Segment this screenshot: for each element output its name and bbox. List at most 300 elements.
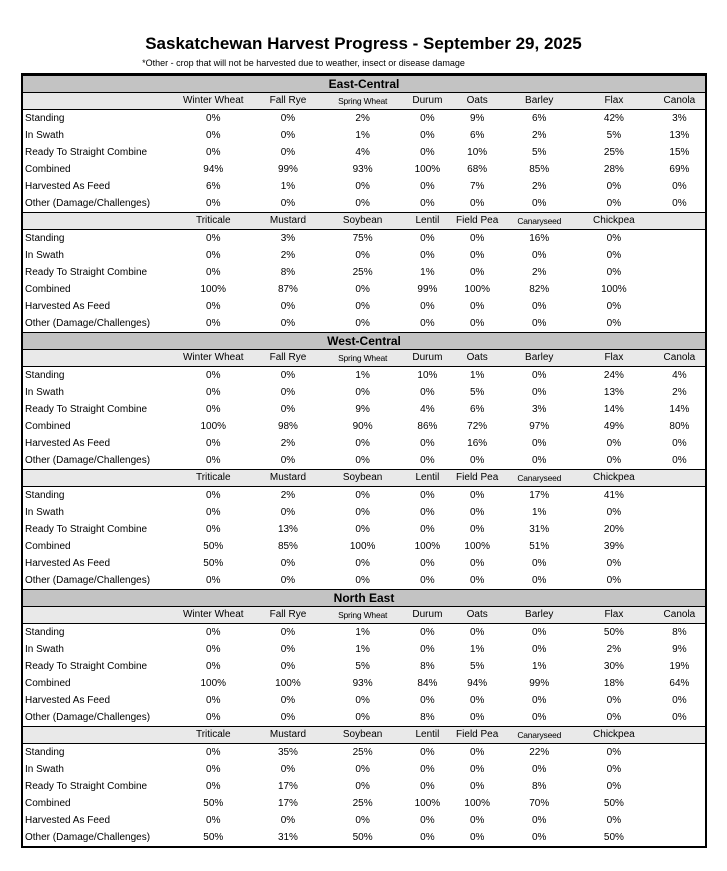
value-cell: 0% (355, 490, 370, 501)
value-cell: 6% (532, 113, 547, 124)
value-cell: 0% (469, 318, 485, 329)
value-cell: 0% (280, 575, 296, 586)
value-cell: 87% (277, 284, 298, 295)
crop-table-b-west-central (23, 469, 705, 589)
col-header-barley: Barley (504, 350, 574, 367)
table-row-standing (23, 110, 705, 128)
value-cell: 0% (355, 250, 370, 261)
value-cell: 0% (420, 575, 435, 586)
value-cell (654, 298, 705, 315)
value-cell: 0% (420, 558, 435, 569)
table-row-ready-to-straight-combine (23, 778, 705, 795)
crop-table-a-north-east (23, 607, 705, 726)
value-cell: 0% (469, 267, 485, 278)
table-row-combined (23, 538, 705, 555)
col-header-field-pea: Field Pea (450, 470, 505, 487)
value-cell: 0% (606, 181, 622, 192)
value-cell: 0% (420, 781, 435, 792)
value-cell: 0% (206, 250, 221, 261)
value-cell: 0% (355, 455, 370, 466)
value-cell: 0% (206, 781, 221, 792)
value-cell (654, 264, 705, 281)
value-cell: 100% (200, 284, 227, 295)
col-header-mustard: Mustard (256, 470, 321, 487)
value-cell: 0% (420, 455, 435, 466)
row-label: Ready To Straight Combine (25, 404, 148, 415)
value-cell (654, 315, 705, 332)
value-cell: 100% (349, 541, 376, 552)
value-cell: 2% (355, 113, 370, 124)
crop-table-b-east-central (23, 212, 705, 332)
value-cell: 0% (206, 575, 221, 586)
value-cell: 31% (277, 832, 298, 843)
value-cell: 100% (414, 798, 441, 809)
value-cell: 8% (672, 627, 687, 638)
row-label: Harvested As Feed (25, 301, 111, 312)
value-cell: 0% (206, 233, 221, 244)
value-cell: 100% (464, 541, 490, 552)
value-cell: 0% (606, 455, 622, 466)
col-header-mustard: Mustard (256, 213, 321, 230)
row-label: Standing (25, 370, 65, 381)
col-header-durum: Durum (405, 93, 450, 110)
corner-cell (23, 93, 171, 110)
value-cell: 0% (420, 524, 435, 535)
value-cell: 13% (277, 524, 298, 535)
value-cell: 0% (206, 524, 221, 535)
value-cell: 3% (280, 233, 296, 244)
col-header-durum: Durum (405, 607, 450, 624)
col-header-barley: Barley (504, 607, 574, 624)
value-cell: 0% (532, 832, 547, 843)
row-label: Other (Damage/Challenges) (25, 832, 151, 843)
value-cell: 5% (355, 661, 370, 672)
col-header-oats: Oats (450, 93, 505, 110)
value-cell: 0% (280, 130, 296, 141)
col-header-lentil: Lentil (405, 213, 450, 230)
page-title: Saskatchewan Harvest Progress - September 29, 2025 (145, 34, 582, 53)
column-header-row (23, 93, 705, 110)
value-cell: 0% (606, 318, 622, 329)
value-cell: 1% (280, 181, 296, 192)
value-cell: 0% (206, 438, 221, 449)
table-row-other-damage-challenges (23, 195, 705, 212)
value-cell: 0% (420, 113, 435, 124)
value-cell: 8% (420, 712, 435, 723)
col-header-oats: Oats (450, 350, 505, 367)
value-cell: 50% (203, 832, 224, 843)
value-cell: 16% (467, 438, 488, 449)
row-label: Combined (25, 798, 71, 809)
value-cell: 51% (529, 541, 550, 552)
row-label: In Swath (25, 250, 64, 261)
value-cell: 0% (606, 815, 622, 826)
col-header-spring-wheat: Spring Wheat (320, 607, 405, 624)
crop-table-b-north-east (23, 726, 705, 846)
value-cell (654, 555, 705, 572)
value-cell: 0% (532, 764, 547, 775)
value-cell: 28% (603, 164, 624, 175)
row-label: Ready To Straight Combine (25, 781, 148, 792)
value-cell: 0% (355, 181, 370, 192)
table-row-other-damage-challenges (23, 315, 705, 332)
row-label: In Swath (25, 387, 64, 398)
value-cell: 0% (606, 712, 622, 723)
value-cell: 42% (603, 113, 624, 124)
value-cell: 0% (469, 558, 485, 569)
value-cell: 17% (529, 490, 550, 501)
value-cell: 0% (206, 490, 221, 501)
table-row-other-damage-challenges (23, 572, 705, 589)
value-cell: 0% (355, 198, 370, 209)
value-cell: 0% (672, 695, 687, 706)
col-header-chickpea: Chickpea (574, 727, 654, 744)
value-cell: 2% (532, 130, 547, 141)
value-cell: 0% (469, 233, 485, 244)
value-cell: 20% (603, 524, 624, 535)
col-header-triticale: Triticale (171, 213, 256, 230)
value-cell: 0% (420, 438, 435, 449)
value-cell: 0% (355, 712, 370, 723)
value-cell: 0% (469, 747, 485, 758)
value-cell: 0% (469, 712, 485, 723)
value-cell: 98% (277, 421, 298, 432)
value-cell: 50% (603, 627, 624, 638)
value-cell: 9% (355, 404, 370, 415)
value-cell: 68% (467, 164, 488, 175)
table-row-in-swath (23, 127, 705, 144)
col-header-spring-wheat: Spring Wheat (320, 93, 405, 110)
value-cell: 0% (606, 575, 622, 586)
column-header-row (23, 727, 705, 744)
column-header-row (23, 470, 705, 487)
col-header-spring-wheat: Spring Wheat (320, 350, 405, 367)
value-cell: 0% (280, 301, 296, 312)
value-cell (654, 521, 705, 538)
col-header-fall-rye: Fall Rye (256, 350, 321, 367)
col-header-lentil: Lentil (405, 470, 450, 487)
value-cell: 0% (469, 198, 485, 209)
value-cell: 97% (529, 421, 550, 432)
value-cell: 0% (469, 575, 485, 586)
value-cell: 72% (467, 421, 488, 432)
value-cell (654, 247, 705, 264)
row-label: Harvested As Feed (25, 695, 111, 706)
col-header-barley: Barley (504, 93, 574, 110)
value-cell: 4% (355, 147, 370, 158)
value-cell: 0% (532, 318, 547, 329)
row-label: In Swath (25, 764, 64, 775)
section-header-east-central: East-Central (23, 75, 705, 93)
col-header-empty (654, 727, 705, 744)
value-cell: 1% (355, 644, 370, 655)
value-cell: 0% (606, 233, 622, 244)
row-label: Ready To Straight Combine (25, 147, 148, 158)
value-cell: 99% (277, 164, 298, 175)
value-cell (654, 761, 705, 778)
row-label: Harvested As Feed (25, 815, 111, 826)
value-cell: 0% (420, 301, 435, 312)
value-cell: 17% (277, 798, 298, 809)
table-row-in-swath (23, 504, 705, 521)
value-cell: 1% (532, 507, 547, 518)
row-label: Harvested As Feed (25, 181, 111, 192)
value-cell: 0% (420, 747, 435, 758)
table-row-ready-to-straight-combine (23, 144, 705, 161)
value-cell: 0% (672, 181, 687, 192)
value-cell: 3% (672, 113, 687, 124)
corner-cell (23, 470, 171, 487)
value-cell: 0% (280, 198, 296, 209)
row-label: Combined (25, 164, 71, 175)
value-cell: 0% (280, 507, 296, 518)
value-cell: 0% (532, 301, 547, 312)
value-cell: 24% (603, 370, 624, 381)
value-cell: 6% (206, 181, 221, 192)
value-cell: 0% (355, 507, 370, 518)
value-cell: 100% (601, 284, 627, 295)
value-cell: 25% (603, 147, 624, 158)
col-header-canola: Canola (654, 350, 705, 367)
value-cell: 0% (532, 644, 547, 655)
col-header-canaryseed: Canaryseed (504, 470, 574, 487)
value-cell: 0% (206, 747, 221, 758)
value-cell: 93% (352, 164, 373, 175)
table-row-combined (23, 161, 705, 178)
table-row-ready-to-straight-combine (23, 401, 705, 418)
value-cell: 0% (355, 438, 370, 449)
table-row-ready-to-straight-combine (23, 521, 705, 538)
value-cell: 5% (532, 147, 547, 158)
value-cell: 0% (206, 507, 221, 518)
value-cell: 0% (206, 815, 221, 826)
row-label: Standing (25, 490, 65, 501)
value-cell (654, 504, 705, 521)
value-cell: 0% (355, 764, 370, 775)
value-cell: 0% (469, 695, 485, 706)
value-cell: 0% (420, 695, 435, 706)
value-cell: 25% (352, 798, 373, 809)
footnote: *Other - crop that will not be harvested due to weather, insect or disease damage (142, 58, 465, 68)
table-row-in-swath (23, 247, 705, 264)
col-header-flax: Flax (574, 93, 654, 110)
value-cell: 0% (206, 370, 221, 381)
value-cell: 0% (280, 455, 296, 466)
value-cell: 0% (206, 644, 221, 655)
table-row-combined (23, 675, 705, 692)
value-cell: 100% (200, 421, 227, 432)
value-cell: 69% (669, 164, 690, 175)
value-cell: 14% (669, 404, 690, 415)
col-header-chickpea: Chickpea (574, 470, 654, 487)
table-row-other-damage-challenges (23, 452, 705, 469)
col-header-field-pea: Field Pea (450, 213, 505, 230)
value-cell: 2% (532, 267, 547, 278)
value-cell: 0% (280, 113, 296, 124)
table-row-harvested-as-feed (23, 298, 705, 315)
value-cell: 0% (532, 370, 547, 381)
value-cell: 2% (532, 181, 547, 192)
col-header-chickpea: Chickpea (574, 213, 654, 230)
col-header-durum: Durum (405, 350, 450, 367)
value-cell: 0% (606, 438, 622, 449)
value-cell: 0% (672, 455, 687, 466)
row-label: Combined (25, 678, 71, 689)
value-cell: 0% (280, 661, 296, 672)
value-cell: 6% (469, 130, 485, 141)
value-cell: 0% (420, 490, 435, 501)
value-cell: 22% (529, 747, 550, 758)
value-cell: 8% (280, 267, 296, 278)
value-cell: 0% (420, 130, 435, 141)
value-cell (654, 538, 705, 555)
value-cell: 0% (532, 455, 547, 466)
row-label: Harvested As Feed (25, 558, 111, 569)
row-label: Other (Damage/Challenges) (25, 712, 151, 723)
value-cell: 0% (355, 524, 370, 535)
column-header-row (23, 607, 705, 624)
value-cell: 0% (280, 147, 296, 158)
col-header-winter-wheat: Winter Wheat (171, 93, 256, 110)
table-row-harvested-as-feed (23, 812, 705, 829)
value-cell: 4% (672, 370, 687, 381)
value-cell: 50% (203, 558, 224, 569)
col-header-flax: Flax (574, 607, 654, 624)
value-cell: 3% (532, 404, 547, 415)
value-cell: 0% (532, 695, 547, 706)
value-cell: 0% (469, 764, 485, 775)
value-cell: 5% (606, 130, 622, 141)
value-cell: 80% (669, 421, 690, 432)
value-cell: 41% (603, 490, 624, 501)
column-header-row (23, 213, 705, 230)
value-cell: 0% (606, 695, 622, 706)
value-cell: 17% (277, 781, 298, 792)
value-cell: 0% (206, 387, 221, 398)
value-cell: 0% (420, 507, 435, 518)
table-row-in-swath (23, 641, 705, 658)
value-cell (654, 487, 705, 505)
table-row-combined (23, 418, 705, 435)
row-label: In Swath (25, 507, 64, 518)
value-cell: 0% (606, 198, 622, 209)
value-cell: 2% (606, 644, 622, 655)
value-cell: 0% (672, 712, 687, 723)
value-cell: 2% (280, 490, 296, 501)
value-cell: 0% (420, 233, 435, 244)
row-label: Other (Damage/Challenges) (25, 455, 151, 466)
row-label: Other (Damage/Challenges) (25, 198, 151, 209)
value-cell: 0% (532, 627, 547, 638)
harvest-table (21, 73, 707, 848)
value-cell: 0% (420, 644, 435, 655)
col-header-soybean: Soybean (320, 727, 405, 744)
table-row-standing (23, 487, 705, 505)
value-cell: 1% (532, 661, 547, 672)
value-cell: 31% (529, 524, 550, 535)
row-label: Ready To Straight Combine (25, 267, 148, 278)
value-cell: 86% (417, 421, 438, 432)
table-row-harvested-as-feed (23, 692, 705, 709)
table-row-combined (23, 795, 705, 812)
corner-cell (23, 350, 171, 367)
value-cell: 0% (355, 575, 370, 586)
value-cell: 0% (206, 404, 221, 415)
table-row-in-swath (23, 384, 705, 401)
value-cell: 0% (355, 387, 370, 398)
table-row-harvested-as-feed (23, 435, 705, 452)
value-cell (654, 572, 705, 589)
table-row-combined (23, 281, 705, 298)
value-cell: 99% (529, 678, 550, 689)
value-cell: 39% (603, 541, 624, 552)
value-cell: 64% (669, 678, 690, 689)
value-cell: 0% (355, 695, 370, 706)
row-label: Other (Damage/Challenges) (25, 318, 151, 329)
value-cell: 8% (532, 781, 547, 792)
row-label: In Swath (25, 130, 64, 141)
value-cell: 50% (203, 541, 224, 552)
row-label: Harvested As Feed (25, 438, 111, 449)
col-header-empty (654, 213, 705, 230)
value-cell: 1% (355, 130, 370, 141)
value-cell: 9% (672, 644, 687, 655)
value-cell: 0% (420, 764, 435, 775)
value-cell: 0% (532, 558, 547, 569)
value-cell (654, 230, 705, 248)
value-cell: 16% (529, 233, 550, 244)
col-header-canola: Canola (654, 93, 705, 110)
col-header-fall-rye: Fall Rye (256, 607, 321, 624)
value-cell: 85% (529, 164, 550, 175)
row-label: Standing (25, 627, 65, 638)
value-cell: 0% (355, 301, 370, 312)
value-cell: 2% (280, 250, 296, 261)
value-cell: 0% (469, 507, 485, 518)
value-cell: 0% (420, 387, 435, 398)
value-cell: 0% (420, 815, 435, 826)
value-cell: 0% (206, 130, 221, 141)
corner-cell (23, 727, 171, 744)
value-cell (654, 778, 705, 795)
value-cell: 0% (469, 250, 485, 261)
value-cell: 49% (603, 421, 624, 432)
row-label: Standing (25, 747, 65, 758)
value-cell: 0% (280, 712, 296, 723)
value-cell: 7% (469, 181, 485, 192)
value-cell: 0% (280, 558, 296, 569)
value-cell: 0% (206, 627, 221, 638)
value-cell (654, 744, 705, 762)
col-header-soybean: Soybean (320, 213, 405, 230)
value-cell: 0% (606, 301, 622, 312)
value-cell: 100% (414, 541, 441, 552)
value-cell: 0% (206, 301, 221, 312)
value-cell: 0% (280, 644, 296, 655)
corner-cell (23, 607, 171, 624)
value-cell: 0% (672, 198, 687, 209)
value-cell: 0% (355, 284, 370, 295)
value-cell: 0% (280, 627, 296, 638)
value-cell: 0% (420, 181, 435, 192)
row-label: Ready To Straight Combine (25, 661, 148, 672)
value-cell: 0% (469, 455, 485, 466)
value-cell: 0% (206, 147, 221, 158)
value-cell: 18% (603, 678, 624, 689)
value-cell: 0% (532, 815, 547, 826)
value-cell: 0% (206, 764, 221, 775)
value-cell: 19% (669, 661, 690, 672)
